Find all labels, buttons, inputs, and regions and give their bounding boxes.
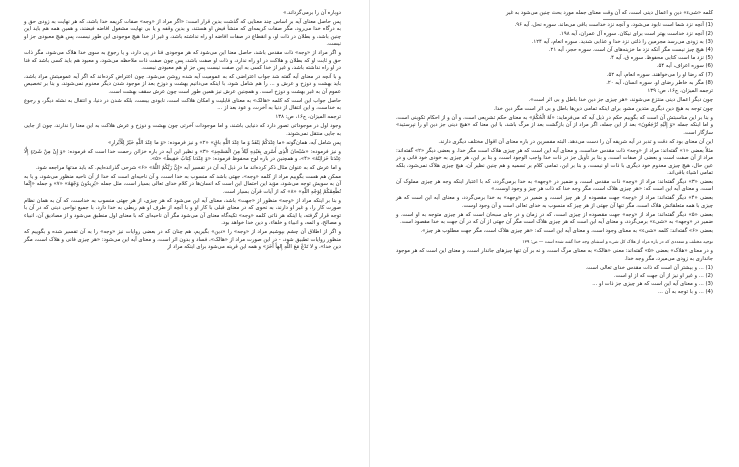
paragraph: حاصل جواب این است که کلمه «هالک» به معنای قابلیت و امکان هلاکت است، نابودی بیست، بلکه شدن در دنیا، و انتقال به نشئه دیگر، و رجوع به خداست، و این انتقال از دنیا به آخرت، و عود بعد از ... <box>24 97 341 112</box>
paragraph: دوباره آن را برمی‌گرداند.» <box>283 10 341 16</box>
paragraph: ممکن هم هست بگوییم مراد از کلمه «وجه»، جهتی باشد که منسوب به خدا است، و آن ناحیه‌ای است که خدا از آن ناحیه منظور می‌شود، و یا به آن به سویش توجه می‌شود، مؤید این احتمال این است که انسان‌ها در کلام خدای تعالی بسیار است، مثل جمله «یُرِیدُونَ وَجْهَهُ» «۷» و جمله «إِنَّما نُطْعِمُکُمْ لِوَجْهِ اللَّهِ» «۸» که از آیات قرآن بسیار است. <box>24 174 341 195</box>
paragraph: بعضی «۵» دیگر گفته‌اند: مراد از «وجه» جهت مقصوده از چیزی است، که در زمان و در جای سبحان است که هر چیزی متوجه به او است. و ضمیر در «وجهه» به «شیء» برمی‌گردد، و معنای آیه این است که هر چیزی هلاک است مگر آن جهتی از آن که در آن جهت به خدا مقصود است. <box>396 211 713 226</box>
paragraph: و بنا بر اینکه مراد از «وجه» منظور از «جهت» باشد، معنای آیه این می‌شود که هر چیزی، از هر جهتی منسوب به خداست، که آن به همان نظام صورت کار را، و غیر او دارند، به نحوی که در معنای قبلی با کار او و با آنچه از طرف او هم ربطی به خدا دارد، با جمیع نواحی دینی که در آن با توجه قرار گرفته، یا اینکه هر ذاتی کلمه «وجه» تکیه‌گاه معنای آن می‌شود مگر آن ناحیه‌ای که با معنای اول منطبق می‌شود و از مصادیق آن، انبیاء و مصالح، و ائمه، و انبیاء و خلفاء، و دین خدا خواهد بود. <box>24 197 341 227</box>
footnote: (6) سوره اعراف، آیه ۵۴. <box>656 63 713 70</box>
left-page <box>0 0 369 467</box>
footnote: (1) آنچه نزد شما است نابود می‌شود، و آنچه نزد خداست باقی می‌ماند. سوره نحل، آیه ۹۶. <box>514 22 713 29</box>
page-reference: ترجمه المیزان، ج۱۶، ص: ۱۳۹ <box>647 88 713 95</box>
paragraph: مثلاً بعضی «۱» گفته‌اند: مراد از «وجه» ذات مقدس خداست، و معنای آیه این است که هر چیزی هلاک است مگر خدا. و بعضی دیگر «۲» گفته‌اند: مراد از آن صفت است و بعضی از صفات است، و بنا بر تأویل جز در ذات خدا واجب الوجود است، و بنا بر این، هر چیزی به خودی خود فانی و در عین حال، هیچ چیزی معدوم خود دیگری با ذات او نیست، و بنا بر این، تمامی کلام بر تسمیه و هم چنین نظیر آن، هیچ چیزی هلاک نمی‌شود، بلکه تمامی اشیاء باقی‌اند. <box>396 147 714 177</box>
footnote: (5) نزد ما است کتابی محفوظ. سوره ق، آیه ۴. <box>609 55 713 62</box>
paragraph: بعضی «۶» گفته‌اند: کلمه «شیء» به معنای وجود است، و معنای آیه این است که: «هر چیزی هلاک است، مگر جهت مطلوب هر چیز». <box>420 228 713 235</box>
paragraph: چون دیگر اعمال دینی منتزع می‌شوند، «هر چیزی جز دین خدا باطل و بی اثر است». <box>528 97 713 104</box>
footnote-separator <box>603 19 713 20</box>
paragraph: کلمه «شیء» دین و اعمال دینی است، که آن وقت معنای جمله مورد بحث چنین می‌شود به غیر <box>505 10 713 16</box>
footnote: (4) ... و با توجه به آن ... <box>657 289 713 296</box>
paragraph: و اما عرش که به عنوان مثال ذکر کرده‌اند ما در ذیل آیه آن در تفسیر آیه «إِنَّ رَبَّکُمُ اللَّهُ» «۶» شرحی گذرانده‌ایم. که باید مدتها مراجعه شود. <box>35 165 341 172</box>
paragraph: پس حاصل معنای آیه بر اساس چند معنایی که گذشت بدین قرار است: «اگر مراد از «وجه» صفات کریمه خدا باشد، که هر نهایت به زودی حق و به درگاه خدا می‌رود، مگر صفات کریمه‌ای که منشأ فیض او هستند، و بدین وقفه و یا بی نهایت مشغول افاضه فیضند، و همین همه هم باید این چنین باشد، و بطلان در ذات او، و انقطاع در صفات افاضه او راه نداشته باشد، و غیر از خدا هیچ موجودی این طور نیست، پس هیچ معبودی جز او نیست. <box>24 19 341 48</box>
paragraph: چون توجه به هیچ دین دیگری متدین مشو، برای اینکه تمامی دین‌ها باطل و بی اثر است مگر دین خدا. <box>493 106 713 113</box>
footnote: (3) به زودی می‌رسد مجرمین را ذلتی نزد خدا و عذابی شدید. سوره انعام، آیه ۱۲۴. <box>531 38 713 45</box>
page-reference: ترجمه المیزان، ج۱۶، ص: ۱۳۸ <box>275 114 341 121</box>
paragraph: و بنا بر این مناسبتش آن است که بگوییم حکم در ذیل آیه که می‌فرماید: «لَهُ الْحُکْمُ» به معنای حکم تشریعی است، و آن و از احکام تکوینی است، و اما اینکه جمله «وَ إِلَیْهِ تُرْجَعُونَ» بعد از این جمله، اگر مراد از آن بازگشت بعد از مرگ باشد، با این معنا که «هیچ دینی جز دین او را نپرستید» سازگار است. <box>396 115 713 136</box>
footnote: (4) هیچ چیز نیست مگر آنکه نزد ما خزینه‌های آن است. سوره حجر، آیه ۲۱. <box>548 47 713 54</box>
paragraph: و نیز فرموده: «سُبْحانَ الَّذِی أَسْری بِعَبْدِهِ لَیْلاً مِنَ الْمَسْجِدِ» «۳» و نظیر این آیه در باره خزائن رحمت خدا است که فرموده: «وَ إِنْ مِنْ شَیْءٍ إِلَّا عِنْدَنا خَزائِنُهُ» «۴»، و همچنین در باره لوح محفوظ فرموده: «وَ عِنْدَنا کِتابٌ حَفِیظٌ» «۵». <box>24 148 341 163</box>
paragraph: و اگر مراد از «وجه» ذات مقدس باشد، حاصل معنا این می‌شود که هر موجودی فنا در پی دارد، و یا رجوع به سوی خدا هلاک می‌شود، مگر ذات حق و ثابت او که بطلان و هلاکت در او راه ندارد، و ذات او صفت باشد، پس چون صفت ذات ملاحظه می‌شود، و معبود هم باید کسی باشد که فنا در او راه نداشته باشد، و غیر از خدا کسی به این صفت نیست پس جز او هم معبودی نیست. <box>24 50 341 72</box>
footnote: (8) مگر به خاطر رضای او. سوره انسان، آیه ۲۰. <box>606 79 713 86</box>
paragraph: و اگر از اطلاق آن چشم بپوشیم مراد از «وجه» را «دین» بگیریم، هم چنان که در بعضی روایات نیز «وجه» را به آن تفسیر شده و بگوییم که منظور روایات تطبیق شود، - در این صورت مراد از «هالک»، فساد و بدون اثر است، و معنای آیه این می‌شود: «هر چیزی فانی و هلاک است، مگر دین خدا»، و لا تَدْعُ مَعَ اللَّهِ إِلهاً آخَرَ» و همه این قرینه می‌شود برای اینکه مراد از <box>24 229 341 250</box>
paragraph: این آن معنای بود که دقت و تدبر در آیه شریفه آن را دست می‌دهد. البته مفسرین در باره معنای آن اقوال مختلف دیگری دارند. <box>438 138 713 145</box>
footnote: (1) ... و بیشتر آن است که ذات مقدس خدای تعالی است. <box>585 264 713 271</box>
paragraph: پس شامل آیه، همان‌گونه «ما عِنْدَکُمْ یَنْفَدُ وَ ما عِنْدَ اللَّهِ باقٍ» «۲» و نیز فرموده: «وَ ما عِنْدَ اللَّهِ خَیْرٌ لِلْأَبْرارِ» <box>108 139 341 146</box>
paragraph: و با آنچه در معنای آیه گفته شد جواب اعتراضی که به عمومیت آیه شده روشن می‌شود. چون اعتراض کرده‌اند که اگر آیه عمومیتش مراد باشد، باید بهشت و دوزخ و عرش و ... را هم شامل شود، با اینکه می‌دانیم بهشت و دوزخ بعد از موجود شدن دیگر معدوم نمی‌شوند، و بنا بر تخصیص عموم آن به غیر بهشت و دوزخ است. و همچنین عرش نیز همین طور است چون عرش سقف بهشت است. <box>24 74 341 95</box>
right-page <box>370 0 739 467</box>
paragraph: وجود اول در موجوداتی تصور دارد که دنیایی باشند، و اما موجودات آخرتی چون بهشت و دوزخ و عرش هلاکت به این معنا را ندارند، چون از جایی به جایی منتقل نمی‌شوند. <box>24 123 341 137</box>
section-heading: توجیه مختلف و متعددی که در باره مراد از هلاک کل شیء و استثنای وجه خدا گفته شده است — ص: ۱۳۹ <box>522 239 713 245</box>
footnote: (3) ... و معنای آیه این است که هر چیزی جز ذات او ... <box>592 280 713 287</box>
paragraph: و در معنای «هلاک» بعضی «۵» گفته‌اند: معنی «هالک» به معنای مرگ است، و نه بر آن تنها چیزهای جاندار است، و معنای این است که هر موجود جانداری به زودی می‌میرد، مگر وجه خدا. <box>396 248 713 262</box>
paragraph: بعضی «۳» دیگر گفته‌اند: مراد از «وجه» ذات مقدس است، و ضمیر در «وجهه» به خدا برمی‌گردد، که با اعتبار اینکه وجه هر چیزی مملوک آن است، و معنای آیه این است که: «هر چیزی هلاک است، مگر وجه خدا که ذات هر چیز و وجود اوست.» <box>396 179 714 193</box>
footnote: (7) که رضا او را می‌خواهند. سوره انعام، آیه ۵۲. <box>606 71 713 78</box>
footnote: (2) آنچه نزد خداست بهتر است برای نیکان. سوره آل عمران، آیه ۱۹۸. <box>559 30 713 37</box>
paragraph: بعضی «۴» دیگر گفته‌اند: مراد از «وجه» جهت مقصوده از هر چیز است، و ضمیر در «وجهه» به خدا برمی‌گردد، و معنای آیه این است که هر چیزی با همه متعلقاتش هلاک است، مگر تنها آن جهتی از هر چیز که منسوب به خدای تعالی است و آن وجود اوست. <box>396 195 713 209</box>
footnote: (2) ... و غیر او نیز از آن جهت که از او است. <box>613 272 713 279</box>
